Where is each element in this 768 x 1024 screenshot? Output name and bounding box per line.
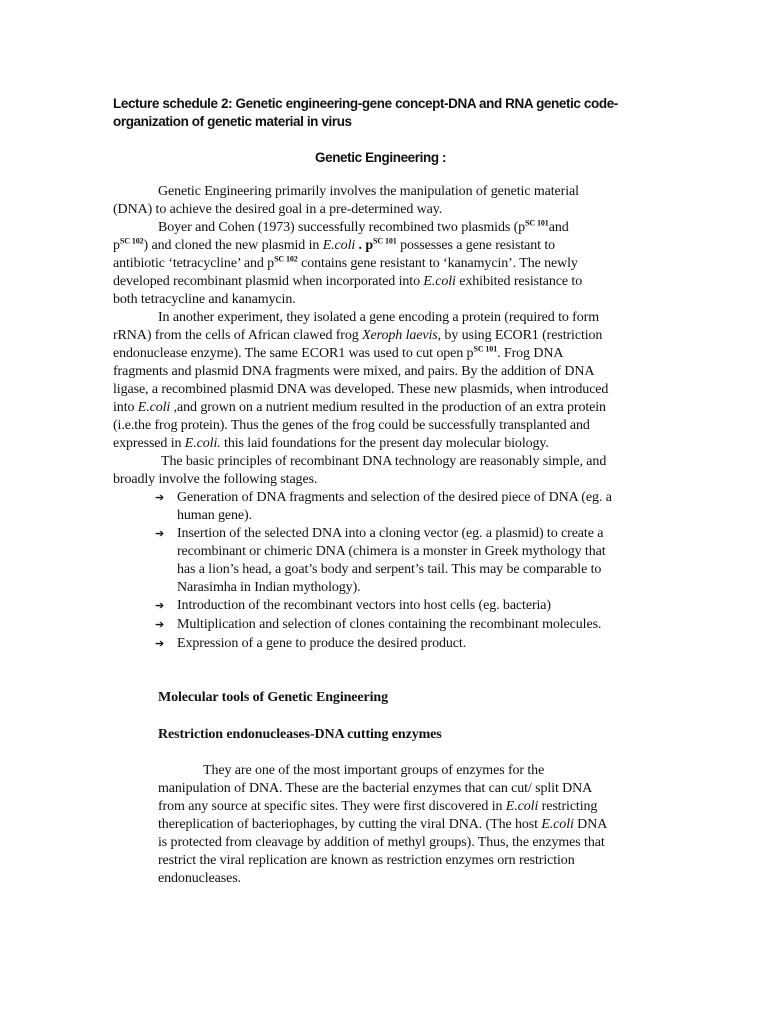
paragraph-line: both tetracycline and kanamycin. — [113, 292, 296, 307]
paragraph-line: developed recombinant plasmid when incorporated into E.coli exhibited resistance to — [113, 274, 583, 289]
bullet-item-line: Insertion of the selected DNA into a cloning vector (eg. a plasmid) to create a — [177, 526, 604, 541]
paragraph-line: fragments and plasmid DNA fragments were mixed, and pairs. By the addition of DNA — [113, 364, 595, 379]
bullet-item-line: Narasimha in Indian mythology). — [177, 580, 361, 595]
paragraph-line: ligase, a recombined plasmid DNA was developed. These new plasmids, when introduced — [113, 382, 609, 397]
paragraph-line: endonucleases. — [158, 871, 241, 886]
arrow-bullet-icon: ➔ — [155, 638, 165, 650]
bullet-item-line: Generation of DNA fragments and selection of the desired piece of DNA (eg. a — [177, 490, 612, 505]
arrow-bullet-icon: ➔ — [155, 600, 165, 612]
section-heading-genetic-engineering: Genetic Engineering : — [315, 150, 447, 165]
paragraph-line: into E.coli ,and grown on a nutrient medium resulted in the production of an extra protein — [113, 400, 606, 415]
paragraph-line: $p^{SC 102}$) and cloned the new plasmid in E.coli . $p^{SC 101}$ possesses a gene resistant to — [113, 236, 556, 253]
paragraph-line: The basic principles of recombinant DNA technology are reasonably simple, and — [161, 454, 607, 469]
bullet-item-line: Multiplication and selection of clones containing the recombinant molecules. — [177, 617, 602, 632]
paragraph-line: They are one of the most important groups of enzymes for the — [203, 763, 545, 778]
heading-restriction-endonucleases: Restriction endonucleases-DNA cutting enzymes — [158, 727, 442, 742]
paragraph-line: restrict the viral replication are known as restriction enzymes orn restriction — [158, 853, 575, 868]
paragraph-line: (DNA) to achieve the desired goal in a pre-determined way. — [113, 202, 443, 217]
bullet-item-line: recombinant or chimeric DNA (chimera is a monster in Greek mythology that — [177, 544, 606, 559]
paragraph-line: from any source at specific sites. They were first discovered in E.coli restricting — [158, 799, 598, 814]
arrow-bullet-icon: ➔ — [155, 528, 165, 540]
arrow-bullet-icon: ➔ — [155, 492, 165, 504]
paragraph-line: is protected from cleavage by addition of methyl groups). Thus, the enzymes that — [158, 835, 605, 850]
paragraph-line: thereplication of bacteriophages, by cutting the viral DNA. (The host E.coli DNA — [158, 817, 608, 832]
paragraph-line: broadly involve the following stages. — [113, 472, 318, 487]
paragraph-line: antibiotic ‘tetracycline’ and $p^{SC 102}$ contains gene resistant to ‘kanamycin’. The newly — [113, 254, 578, 271]
heading-molecular-tools: Molecular tools of Genetic Engineering — [158, 690, 389, 705]
paragraph-line: expressed in E.coli. this laid foundations for the present day molecular biology. — [113, 436, 549, 451]
lecture-title-line-2: organization of genetic material in virus — [113, 114, 352, 129]
arrow-bullet-icon: ➔ — [155, 619, 165, 631]
paragraph-line: In another experiment, they isolated a gene encoding a protein (required to form — [158, 310, 599, 325]
paragraph-line: Genetic Engineering primarily involves the manipulation of genetic material — [158, 184, 579, 199]
bullet-item-line: Expression of a gene to produce the desired product. — [177, 636, 467, 651]
bullet-item-line: has a lion’s head, a goat’s body and serpent’s tail. This may be comparable to — [177, 562, 602, 577]
paragraph-line: Boyer and Cohen (1973) successfully recombined two plasmids ($p^{SC 101}and$ — [158, 218, 569, 235]
bullet-item-line: Introduction of the recombinant vectors into host cells (eg. bacteria) — [177, 598, 551, 613]
lecture-title-line-1: Lecture schedule 2: Genetic engineering-gene concept-DNA and RNA genetic code- — [113, 96, 618, 111]
paragraph-line: manipulation of DNA. These are the bacterial enzymes that can cut/ split DNA — [158, 781, 593, 796]
bullet-item-line: human gene). — [177, 508, 252, 523]
paragraph-line: rRNA) from the cells of African clawed frog Xeroph laevis, by using ECOR1 (restriction — [113, 328, 603, 343]
paragraph-line: endonuclease enzyme). The same ECOR1 was used to cut open $p^{SC 101}$. Frog DNA — [113, 344, 564, 361]
paragraph-line: (i.e.the frog protein). Thus the genes of the frog could be successfully transplanted and — [113, 418, 590, 433]
